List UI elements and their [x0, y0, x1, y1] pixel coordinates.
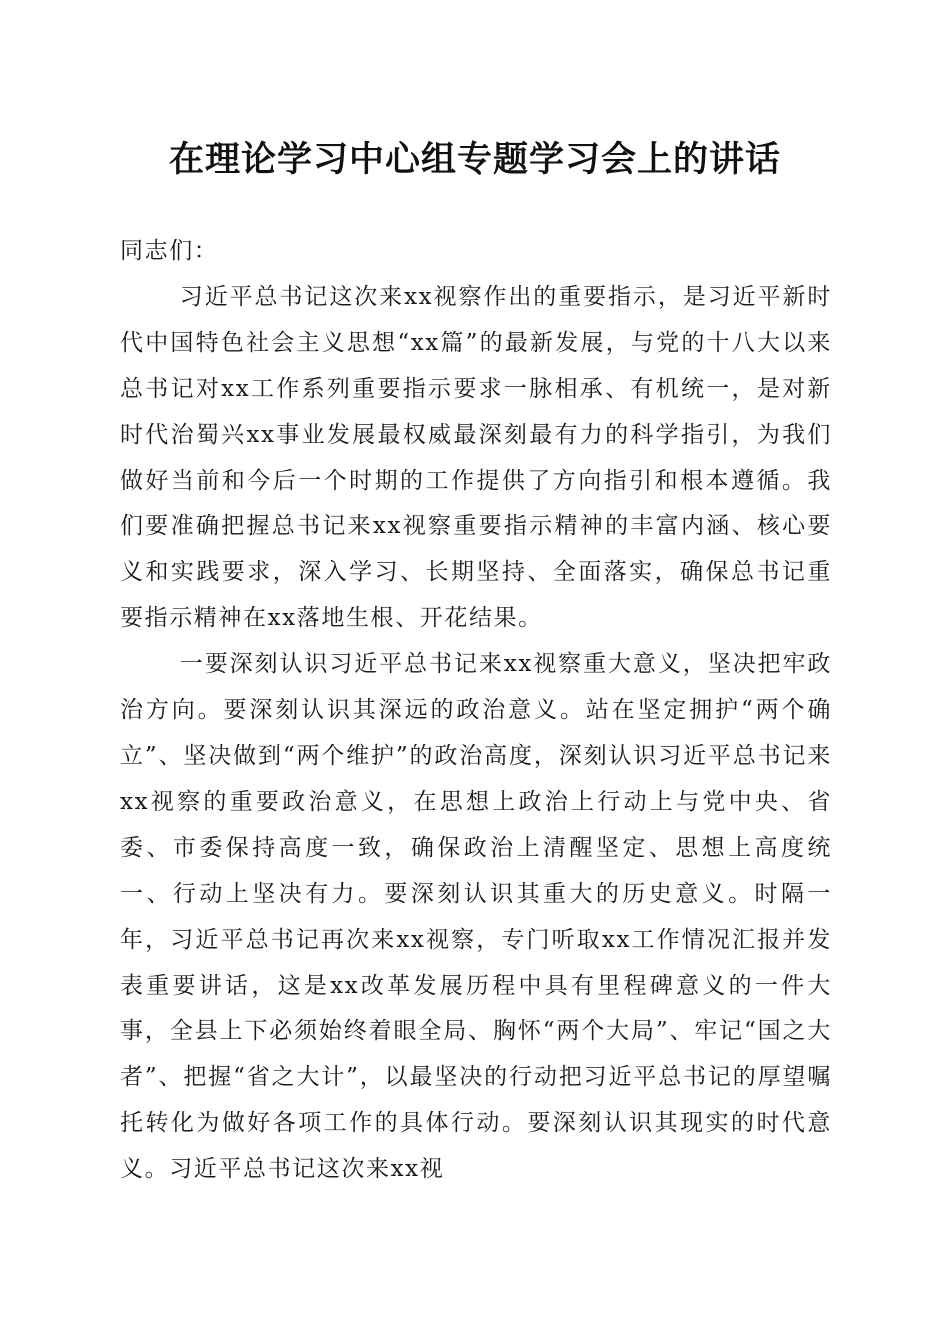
document-title: 在理论学习中心组专题学习会上的讲话 — [168, 139, 781, 180]
paragraph-point-one: 一要深刻认识习近平总书记来xx视察重大意义，坚决把牢政治方向。要深刻认识其深远的政治意义。站在坚定拥护“两个确立”、坚决做到“两个维护”的政治高度，深刻认识习近平总书记来xx视察的重要政治意义，在思想上政治上行动上与党中央、省委、市委保持高度一致，确保政治上清醒坚定、思想上高度统一、行动上坚决有力。要深刻认识其重大的历史意义。时隔一年，习近平总书记再次来xx视察，专门听取xx工作情况汇报并发表重要讲话，这是xx改革发展历程中具有里程碑意义的一件大事，全县上下必须始终着眼全局、胸怀“两个大局”、牢记“国之大者”、把握“省之大计”，以最坚决的行动把习近平总书记的厚望嘱托转化为做好各项工作的具体行动。要深刻认识其现实的时代意义。习近平总书记这次来xx视 — [120, 651, 832, 1183]
paragraph-intro: 习近平总书记这次来xx视察作出的重要指示，是习近平新时代中国特色社会主义思想“xx篇”的最新发展，与党的十八大以来总书记对xx工作系列重要指示要求一脉相承、有机统一，是对新时代治蜀兴xx事业发展最权威最深刻最有力的科学指引，为我们做好当前和今后一个时期的工作提供了方向指引和根本遵循。我们要准确把握总书记来xx视察重要指示精神的丰富内涵、核心要义和实践要求，深入学习、长期坚持、全面落实，确保总书记重要指示精神在xx落地生根、开花结果。 — [120, 283, 832, 632]
salutation: 同志们： — [120, 238, 219, 264]
document-body — [120, 229, 832, 1193]
